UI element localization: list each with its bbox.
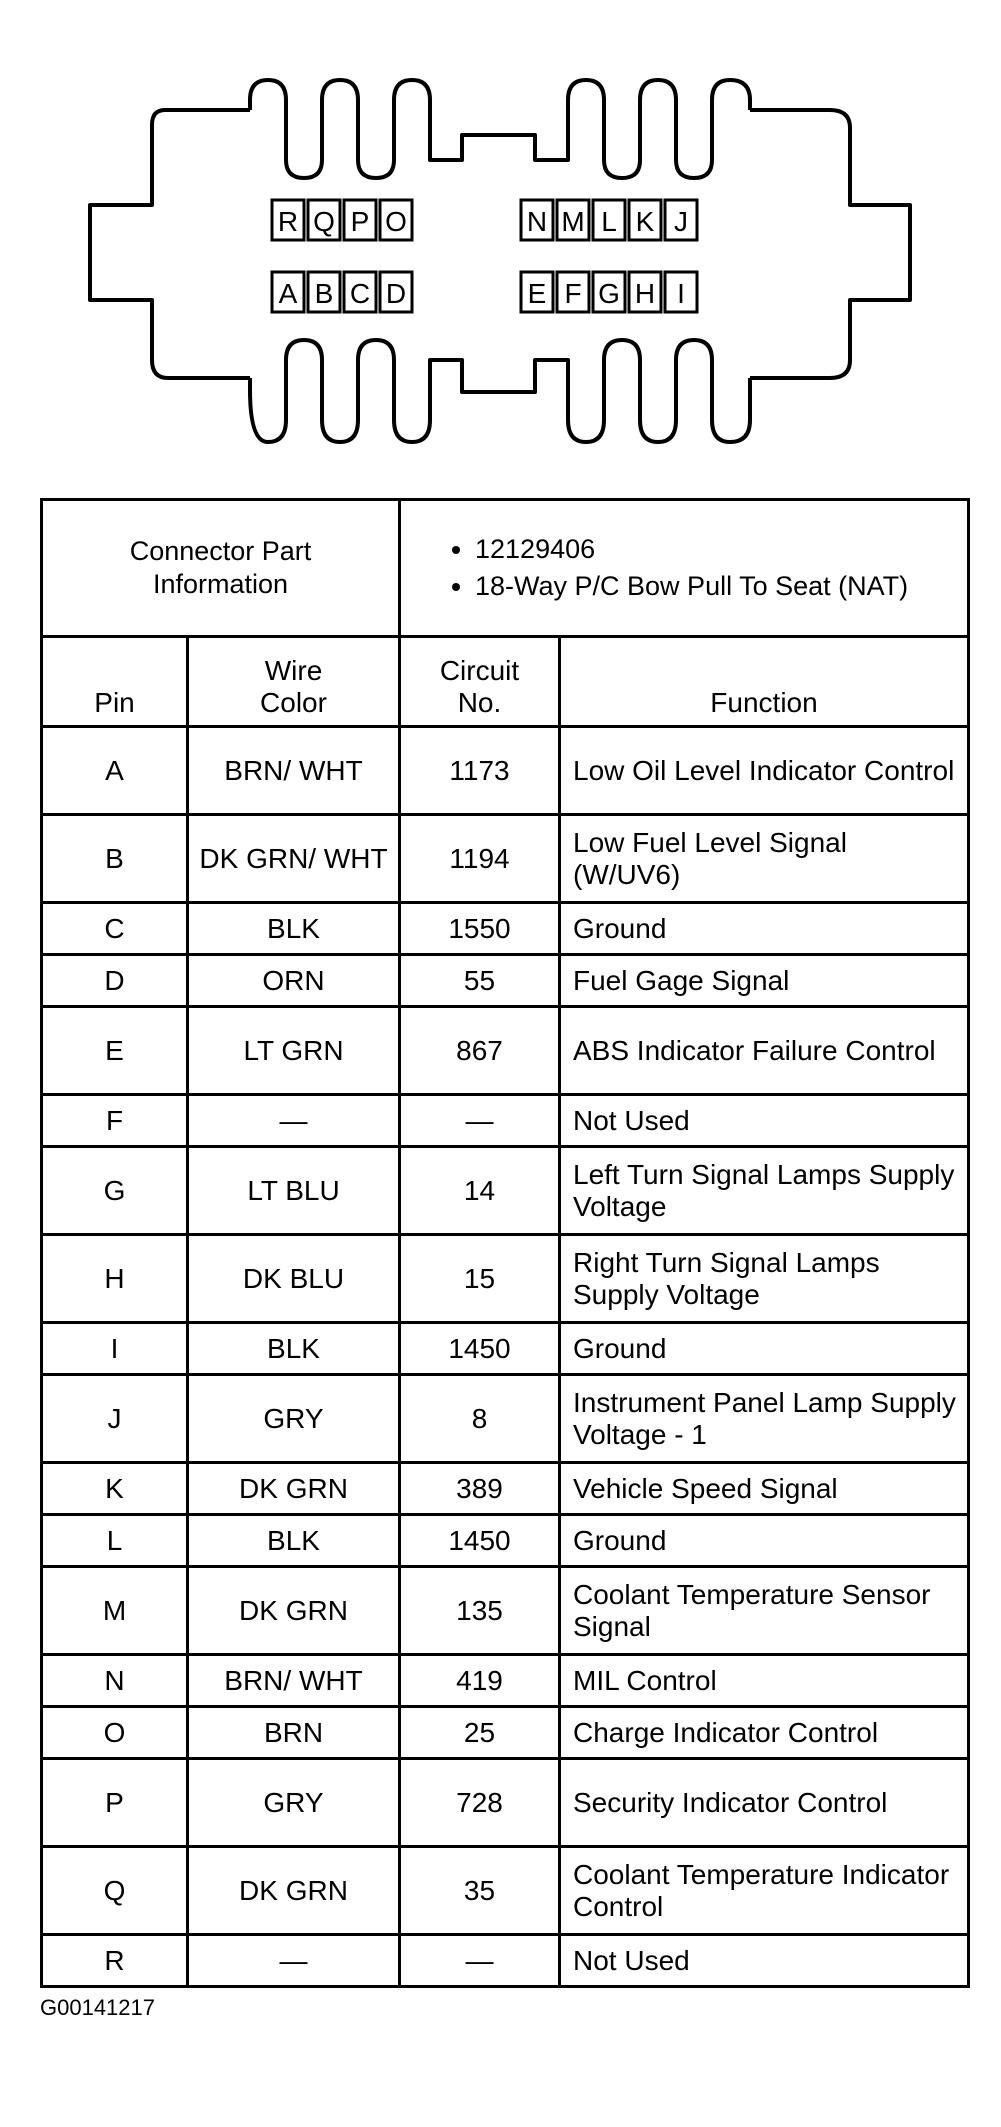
- circuit-number-cell: 728: [400, 1759, 560, 1847]
- table-row: [42, 1935, 969, 1987]
- pin-cell: N: [42, 1655, 188, 1707]
- function-cell: Security Indicator Control: [560, 1759, 969, 1847]
- function-cell: Charge Indicator Control: [560, 1707, 969, 1759]
- wire-color-cell: —: [188, 1935, 400, 1987]
- function-cell: Left Turn Signal Lamps Supply Voltage: [560, 1147, 969, 1235]
- circuit-number-cell: 55: [400, 955, 560, 1007]
- wire-color-cell: BRN: [188, 1707, 400, 1759]
- circuit-number-cell: 389: [400, 1463, 560, 1515]
- function-cell: ABS Indicator Failure Control: [560, 1007, 969, 1095]
- pin-cell: H: [42, 1235, 188, 1323]
- table-row: [42, 1323, 969, 1375]
- wire-header-line2: Color: [260, 687, 327, 718]
- table-row: [42, 1007, 969, 1095]
- function-cell: Fuel Gage Signal: [560, 955, 969, 1007]
- pin-cavity-letter: A: [278, 278, 298, 309]
- function-cell: Not Used: [560, 1935, 969, 1987]
- circuit-number-cell: 25: [400, 1707, 560, 1759]
- pin-cavity-letter: O: [385, 206, 407, 237]
- circuit-number-cell: 1194: [400, 815, 560, 903]
- wire-color-cell: BLK: [188, 1515, 400, 1567]
- wire-color-cell: BRN/ WHT: [188, 1655, 400, 1707]
- pin-cavity-letter: G: [598, 278, 620, 309]
- table-row: [42, 1655, 969, 1707]
- wire-color-column-header: [188, 637, 400, 727]
- figure-id: G00141217: [40, 1995, 155, 2020]
- circuit-number-cell: 15: [400, 1235, 560, 1323]
- pin-cell: O: [42, 1707, 188, 1759]
- pin-cell: F: [42, 1095, 188, 1147]
- table-row: [42, 1515, 969, 1567]
- function-cell: Instrument Panel Lamp Supply Voltage - 1: [560, 1375, 969, 1463]
- wire-color-cell: BLK: [188, 1323, 400, 1375]
- wire-color-cell: DK GRN: [188, 1567, 400, 1655]
- circuit-header-line1: Circuit: [439, 655, 520, 686]
- circuit-number-cell: 1550: [400, 903, 560, 955]
- column-header-row: [42, 637, 969, 727]
- circuit-number-cell: 419: [400, 1655, 560, 1707]
- function-cell: Ground: [560, 1515, 969, 1567]
- wire-color-cell: GRY: [188, 1375, 400, 1463]
- bottom-row-cavities: [272, 272, 697, 312]
- circuit-number-cell: 1450: [400, 1515, 560, 1567]
- pin-cell: I: [42, 1323, 188, 1375]
- connector-part-info-label: [42, 500, 400, 637]
- function-cell: Right Turn Signal Lamps Supply Voltage: [560, 1235, 969, 1323]
- top-row-cavities: [272, 200, 697, 240]
- pin-cavity-letter: N: [526, 206, 548, 237]
- table-row: [42, 1235, 969, 1323]
- function-cell: Not Used: [560, 1095, 969, 1147]
- pin-cell: A: [42, 727, 188, 815]
- function-cell: Low Fuel Level Signal (W/UV6): [560, 815, 969, 903]
- circuit-number-cell: 35: [400, 1847, 560, 1935]
- pin-cavity-letter: F: [564, 278, 582, 309]
- pin-cell: Q: [42, 1847, 188, 1935]
- table-row: [42, 1759, 969, 1847]
- bottom-latch-fingers: [250, 340, 750, 442]
- connector-info-row: [42, 500, 969, 637]
- circuit-number-cell: 1173: [400, 727, 560, 815]
- pin-cell: D: [42, 955, 188, 1007]
- pin-cell: P: [42, 1759, 188, 1847]
- pin-cell: K: [42, 1463, 188, 1515]
- pin-cavity-letter: J: [674, 206, 688, 237]
- circuit-number-cell: —: [400, 1095, 560, 1147]
- part-number-item: • 12129406: [475, 533, 957, 566]
- pin-column-header: Pin: [42, 637, 188, 727]
- table-row: [42, 1567, 969, 1655]
- pin-cell: B: [42, 815, 188, 903]
- table-row: [42, 1147, 969, 1235]
- pin-cavity-letter: C: [349, 278, 371, 309]
- pin-cell: C: [42, 903, 188, 955]
- circuit-number-cell: 1450: [400, 1323, 560, 1375]
- wire-color-cell: DK BLU: [188, 1235, 400, 1323]
- pin-cavity-letter: Q: [313, 206, 335, 237]
- table-row: [42, 955, 969, 1007]
- connector-face-diagram: [0, 0, 1001, 470]
- wire-color-cell: GRY: [188, 1759, 400, 1847]
- pin-cavity-letter: K: [635, 206, 655, 237]
- function-cell: Coolant Temperature Indicator Control: [560, 1847, 969, 1935]
- pin-cell: R: [42, 1935, 188, 1987]
- table-row: [42, 1847, 969, 1935]
- pin-cell: E: [42, 1007, 188, 1095]
- table-row: [42, 1463, 969, 1515]
- function-cell: MIL Control: [560, 1655, 969, 1707]
- function-column-header: Function: [560, 637, 969, 727]
- table-row: [42, 903, 969, 955]
- circuit-header-line2: No.: [457, 687, 502, 718]
- pin-cavity-letter: H: [634, 278, 656, 309]
- function-cell: Low Oil Level Indicator Control: [560, 727, 969, 815]
- pin-cavity-letter: E: [527, 278, 547, 309]
- wire-color-cell: BRN/ WHT: [188, 727, 400, 815]
- pin-cavity-letter: M: [561, 206, 585, 237]
- wire-color-cell: BLK: [188, 903, 400, 955]
- top-latch-fingers: [250, 80, 750, 178]
- pin-cavity-letter: D: [385, 278, 407, 309]
- circuit-number-cell: 135: [400, 1567, 560, 1655]
- wire-color-cell: —: [188, 1095, 400, 1147]
- connector-body-outline: [90, 110, 910, 378]
- pin-cavity-letter: I: [677, 278, 685, 309]
- circuit-number-cell: 14: [400, 1147, 560, 1235]
- pin-cavity-letter: P: [350, 206, 370, 237]
- circuit-number-cell: 8: [400, 1375, 560, 1463]
- connector-part-label-line2: Information: [152, 569, 289, 599]
- pin-cell: G: [42, 1147, 188, 1235]
- connector-part-label-line1: Connector Part: [129, 536, 312, 566]
- function-cell: Ground: [560, 1323, 969, 1375]
- wire-color-cell: DK GRN: [188, 1463, 400, 1515]
- wire-color-cell: LT GRN: [188, 1007, 400, 1095]
- function-cell: Coolant Temperature Sensor Signal: [560, 1567, 969, 1655]
- wire-color-cell: ORN: [188, 955, 400, 1007]
- circuit-no-column-header: [400, 637, 560, 727]
- circuit-number-cell: —: [400, 1935, 560, 1987]
- pin-cell: M: [42, 1567, 188, 1655]
- pin-cell: L: [42, 1515, 188, 1567]
- table-row: [42, 727, 969, 815]
- function-cell: Vehicle Speed Signal: [560, 1463, 969, 1515]
- function-cell: Ground: [560, 903, 969, 955]
- pin-cell: J: [42, 1375, 188, 1463]
- wire-color-cell: DK GRN/ WHT: [188, 815, 400, 903]
- table-row: [42, 1375, 969, 1463]
- pin-cavity-letter: L: [601, 206, 617, 237]
- connector-description-item: • 18-Way P/C Bow Pull To Seat (NAT): [475, 570, 957, 603]
- table-row: [42, 815, 969, 903]
- circuit-number-cell: 867: [400, 1007, 560, 1095]
- pin-rows: [42, 727, 969, 1987]
- connector-pinout-table: [40, 498, 970, 1988]
- pin-cavity-letter: B: [314, 278, 334, 309]
- wire-color-cell: LT BLU: [188, 1147, 400, 1235]
- connector-part-details: [400, 500, 969, 637]
- table-row: [42, 1707, 969, 1759]
- wire-header-line1: Wire: [264, 655, 323, 686]
- wire-color-cell: DK GRN: [188, 1847, 400, 1935]
- table-row: [42, 1095, 969, 1147]
- pin-cavity-letter: R: [277, 206, 299, 237]
